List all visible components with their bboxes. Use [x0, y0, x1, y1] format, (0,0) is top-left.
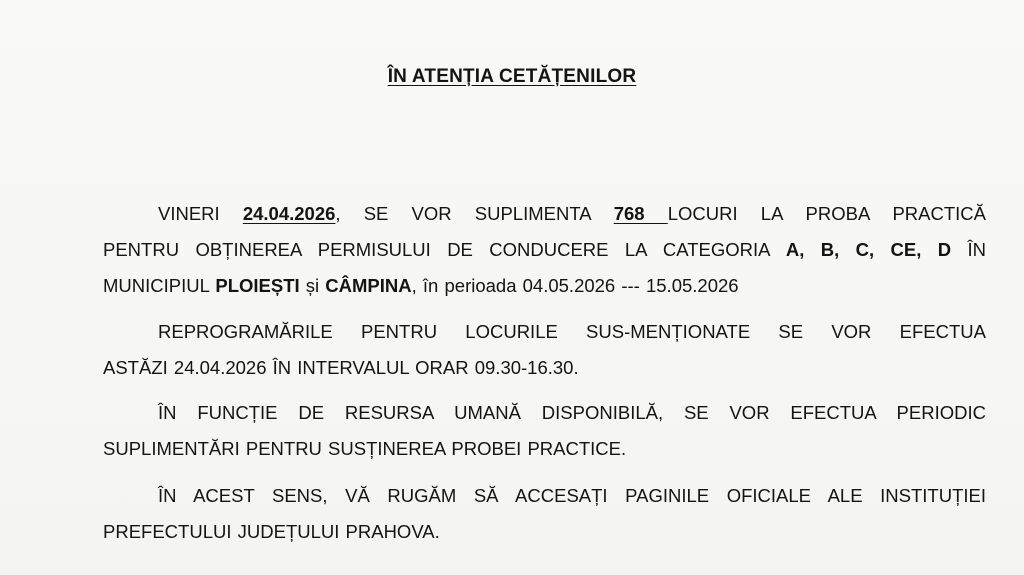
paragraph-line: ASTĂZI 24.04.2026 ÎN INTERVALUL ORAR 09.30-16.30. [103, 357, 579, 378]
paragraph-line [103, 196, 986, 232]
text-segment: ÎN [951, 239, 987, 260]
paragraph-line [103, 395, 986, 431]
paragraph-announcement [103, 196, 986, 304]
text-segment: MUNICIPIUL [103, 275, 216, 296]
text-segment: și [299, 275, 326, 296]
text-segment: REPROGRAMĂRILE PENTRU LOCURILE SUS-MENȚIONATE SE VOR EFECTUA [158, 321, 986, 342]
page-title: ÎN ATENȚIA CETĂȚENILOR [387, 66, 637, 87]
paragraph-line [103, 478, 986, 514]
paragraph-line [103, 314, 986, 350]
text-segment: , în perioada 04.05.2026 --- 15.05.2026 [411, 275, 739, 296]
paragraph-line: SUPLIMENTĂRI PENTRU SUSȚINEREA PROBEI PRACTICE. [103, 438, 627, 459]
city-name: CÂMPINA [325, 275, 412, 296]
exam-date: 24.04.2026 [242, 203, 336, 224]
city-name: PLOIEȘTI [215, 275, 300, 296]
text-segment: LOCURI LA PROBA PRACTICĂ [667, 203, 986, 224]
paragraph-official-pages [103, 478, 986, 550]
text-segment: ÎN ACEST SENS, VĂ RUGĂM SĂ ACCESAȚI PAGINILE OFICIALE ALE INSTITUȚIEI [158, 485, 986, 506]
text-segment: , SE VOR SUPLIMENTA [335, 203, 614, 224]
paragraph-rescheduling [103, 314, 986, 386]
paragraph-line [103, 268, 986, 304]
text-segment: VINERI [158, 203, 243, 224]
paragraph-line [103, 232, 986, 268]
seat-count: 768 [613, 203, 668, 224]
license-categories: A, B, C, CE, D [785, 239, 952, 260]
paragraph-line: PREFECTULUI JUDEȚULUI PRAHOVA. [103, 521, 440, 542]
text-segment: PENTRU OBȚINEREA PERMISULUI DE CONDUCERE LA CATEGORIA [103, 239, 786, 260]
paragraph-supplements [103, 395, 986, 467]
text-segment: ÎN FUNCȚIE DE RESURSA UMANĂ DISPONIBILĂ, SE VOR EFECTUA PERIODIC [158, 402, 986, 423]
